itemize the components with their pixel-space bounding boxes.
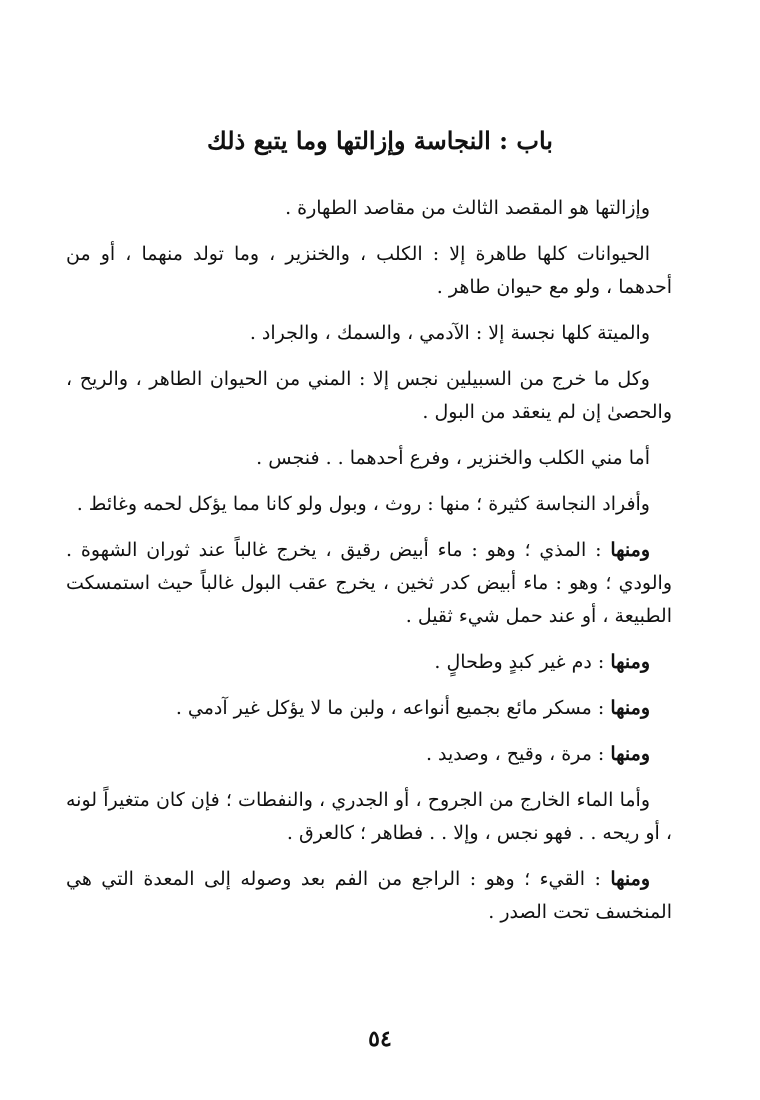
- paragraph-text: أما مني الكلب والخنزير ، وفرع أحدهما . . فنجس .: [256, 447, 650, 469]
- paragraph: [66, 238, 672, 304]
- paragraph-lead: ومنها: [610, 743, 650, 765]
- chapter-title: باب : النجاسة وإزالتها وما يتبع ذلك: [207, 126, 553, 155]
- paragraph-lead: ومنها: [610, 697, 650, 719]
- paragraph-text: : مرة ، وقيح ، وصديد .: [425, 743, 611, 765]
- paragraph: [66, 646, 672, 679]
- paragraph: [66, 442, 672, 475]
- paragraph: [66, 692, 672, 725]
- paragraph-lead: ومنها: [610, 539, 650, 561]
- paragraph: [66, 363, 672, 429]
- paragraph-text: وإزالتها هو المقصد الثالث من مقاصد الطهارة .: [285, 197, 650, 219]
- paragraph-text: وكل ما خرج من السبيلين نجس إلا : المني من الحيوان الطاهر ، والريح ، والحصىٰ إن لم ينعقد من البول .: [66, 368, 672, 423]
- paragraph-lead: ومنها: [610, 868, 650, 890]
- paragraph-text: : المذي ؛ وهو : ماء أبيض رقيق ، يخرج غالباً عند ثوران الشهوة . والودي ؛ وهو : ماء أبيض كدر ثخين ، يخرج عقب البول غالباً حيث استمسكت الطبيعة ، أو عند حمل شيء ثقيل .: [66, 539, 672, 627]
- paragraph: [66, 192, 672, 225]
- paragraph: [66, 534, 672, 633]
- paragraph-text: وأما الماء الخارج من الجروح ، أو الجدري ، والنفطات ؛ فإن كان متغيراً لونه ، أو ريحه . . فهو نجس ، وإلا . . فطاهر ؛ كالعرق .: [66, 789, 672, 844]
- paragraph: [66, 488, 672, 521]
- paragraph-text: والميتة كلها نجسة إلا : الآدمي ، والسمك ، والجراد .: [249, 322, 650, 344]
- page-number: ٥٤: [368, 1026, 392, 1052]
- paragraph-text: وأفراد النجاسة كثيرة ؛ منها : روث ، وبول ولو كانا مما يؤكل لحمه وغائط .: [76, 493, 650, 515]
- paragraph: [66, 784, 672, 850]
- paragraph: [66, 738, 672, 771]
- paragraph-text: : دم غير كبدٍ وطحالٍ .: [434, 651, 611, 673]
- paragraph: [66, 863, 672, 929]
- paragraph-lead: ومنها: [610, 651, 650, 673]
- paragraph: [66, 317, 672, 350]
- paragraph-text: : القيء ؛ وهو : الراجع من الفم بعد وصوله إلى المعدة التي هي المنخسف تحت الصدر .: [66, 868, 672, 923]
- paragraph-text: الحيوانات كلها طاهرة إلا : الكلب ، والخنزير ، وما تولد منهما ، أو من أحدهما ، ولو مع حيوان طاهر .: [66, 243, 672, 298]
- body-text: [66, 192, 672, 942]
- paragraph-text: : مسكر مائع بجميع أنواعه ، ولبن ما لا يؤكل غير آدمي .: [175, 697, 611, 719]
